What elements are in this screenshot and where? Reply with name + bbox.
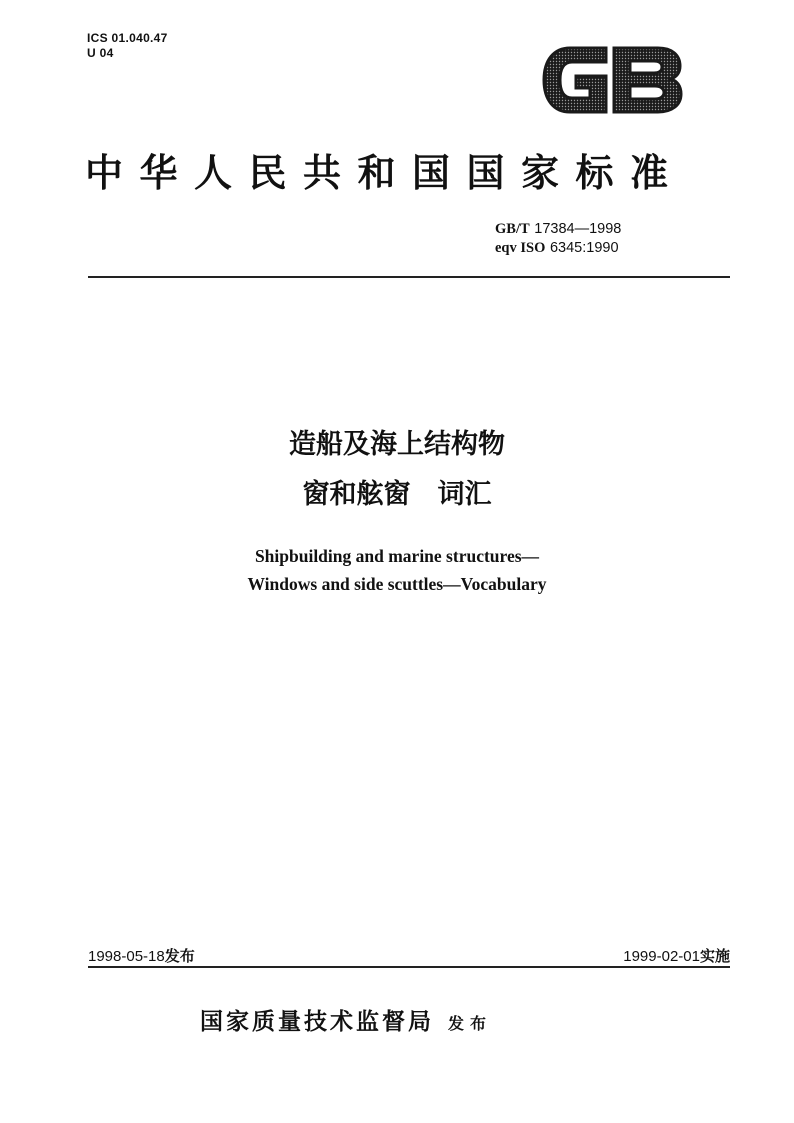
equivalent-standard (495, 239, 700, 258)
title-zh-line1: 造船及海上结构物 (289, 429, 505, 460)
effective-label: 实施 (699, 947, 730, 965)
standard-number (495, 220, 700, 239)
effective-date-block (623, 945, 730, 966)
classification-codes (87, 31, 168, 61)
standard-number-block (495, 220, 700, 258)
effective-date: 1999-02-01 (623, 948, 700, 965)
title-zh-line2: 窗和舷窗 词汇 (302, 479, 492, 510)
issue-label: 发布 (164, 947, 195, 965)
header-divider (88, 276, 730, 278)
issuer-block (200, 1003, 492, 1036)
footer-divider (88, 966, 730, 968)
standard-prefix: GB/T (495, 221, 530, 237)
gb-logo-icon (540, 42, 684, 118)
issuer-action: 发布 (448, 1014, 493, 1033)
standard-type-heading: 中华人民共和国国家标准 (85, 150, 685, 195)
title-en-line2: Windows and side scuttles—Vocabulary (247, 574, 547, 594)
issue-date: 1998-05-18 (88, 948, 165, 965)
standard-code: 17384—1998 (534, 221, 622, 237)
ccs-code: U 04 (87, 46, 114, 60)
issuer-name: 国家质量技术监督局 (200, 1008, 434, 1035)
equivalent-code: 6345:1990 (549, 240, 619, 256)
ics-code: ICS 01.040.47 (87, 31, 168, 45)
equivalent-prefix: eqv ISO (495, 240, 546, 256)
title-en-line1: Shipbuilding and marine structures— (254, 546, 540, 566)
issue-date-block (88, 945, 195, 966)
